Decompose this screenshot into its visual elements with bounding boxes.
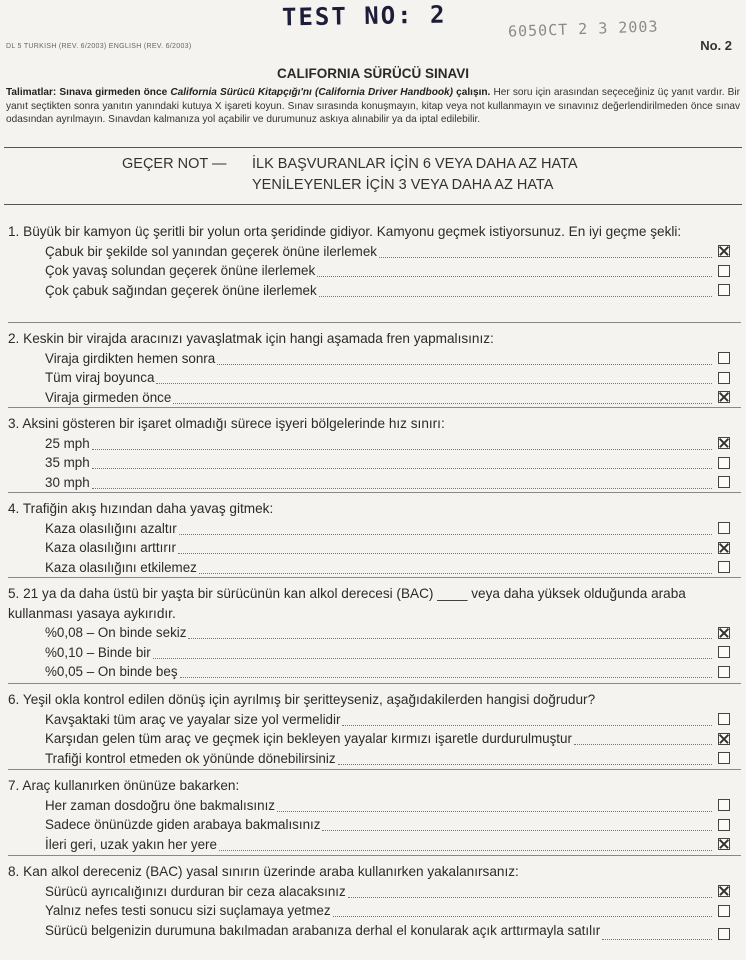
answer-text: Karşıdan gelen tüm araç ve geçmek için bekleyen yayalar kırmızı işaretle durdurulmuştur — [45, 731, 572, 747]
answer-option[interactable] — [8, 710, 730, 730]
instructions — [6, 86, 740, 127]
question-text — [8, 222, 730, 242]
handbook-title-tr: California Sürücü Kitapçığı'nı — [170, 87, 312, 98]
form-code: DL 5 TURKISH (REV. 6/2003) ENGLISH (REV. 6/2003) — [6, 43, 192, 50]
question-divider — [8, 492, 741, 493]
dot-leader — [319, 284, 712, 297]
question-stem: Yeşil okla kontrol edilen dönüş için ayrılmış bir şeritteyseniz, aşağıdakilerden hangisi doğrudur? — [22, 692, 596, 707]
answer-option[interactable] — [8, 729, 730, 749]
answer-checkbox[interactable] — [718, 457, 730, 469]
question-divider — [8, 683, 741, 684]
checked-answer-box[interactable] — [718, 437, 730, 449]
dot-leader — [602, 927, 712, 940]
answer-option[interactable] — [8, 901, 730, 921]
answer-text: Kaza olasılığını etkilemez — [45, 559, 197, 575]
answer-checkbox[interactable] — [718, 905, 730, 917]
question-number: 2. — [8, 331, 20, 346]
question-6 — [8, 690, 730, 768]
answer-checkbox[interactable] — [718, 713, 730, 725]
question-divider — [8, 322, 741, 323]
question-divider — [8, 407, 741, 408]
dot-leader — [574, 732, 712, 745]
answer-checkbox[interactable] — [718, 284, 730, 296]
answer-text: Viraja girmeden önce — [45, 389, 172, 405]
handwritten-test-number: TEST NO: 2 — [281, 0, 447, 32]
checked-answer-box[interactable] — [718, 885, 730, 897]
handbook-title-en: (California Driver Handbook) — [314, 87, 454, 98]
question-number: 7. — [8, 778, 20, 793]
dot-leader — [199, 561, 712, 574]
dot-leader — [188, 626, 712, 639]
answer-text: Viraja girdikten hemen sonra — [45, 350, 216, 366]
answer-option[interactable] — [8, 558, 730, 578]
answer-text: 35 mph — [45, 455, 90, 471]
question-text — [8, 584, 730, 623]
pass-mark-line1: İLK BAŞVURANLAR İÇİN 6 VEYA DAHA AZ HATA — [252, 156, 578, 172]
answer-checkbox[interactable] — [718, 799, 730, 811]
answer-text: %0,10 – Binde bir — [45, 644, 151, 660]
dot-leader — [342, 713, 712, 726]
dot-leader — [338, 752, 712, 765]
divider — [4, 147, 742, 148]
dot-leader — [153, 646, 712, 659]
answer-text: Kavşaktaki tüm araç ve yayalar size yol vermelidir — [45, 711, 341, 727]
answer-option[interactable] — [8, 281, 730, 301]
pass-mark — [122, 154, 578, 196]
question-5 — [8, 584, 730, 682]
question-stem: Büyük bir kamyon üç şeritli bir yolun orta şeridinde gidiyor. Kamyonu geçmek istiyorsunuz. En iyi geçme şekli: — [23, 224, 682, 239]
answer-checkbox[interactable] — [718, 476, 730, 488]
answer-checkbox[interactable] — [718, 819, 730, 831]
dot-leader — [173, 391, 712, 404]
dot-leader — [156, 371, 712, 384]
answer-checkbox[interactable] — [718, 928, 730, 940]
answer-option[interactable] — [8, 349, 730, 369]
answer-checkbox[interactable] — [718, 522, 730, 534]
question-text — [8, 690, 730, 710]
answer-text: Çok çabuk sağından geçerek önüne ilerlemek — [45, 282, 317, 298]
question-stem: Keskin bir virajda aracınızı yavaşlatmak için hangi aşamada fren yapmalısınız: — [23, 331, 494, 346]
answer-option[interactable] — [8, 796, 730, 816]
question-stem: Kan alkol dereceniz (BAC) yasal sınırın üzerinde araba kullanırken yakalanırsanız: — [23, 864, 519, 879]
answer-text: Kaza olasılığını arttırır — [45, 540, 176, 556]
answer-text: Yalnız nefes testi sonucu sizi suçlamaya yetmez — [45, 903, 331, 919]
answer-option[interactable] — [8, 388, 730, 408]
question-2 — [8, 329, 730, 407]
dot-leader — [322, 818, 712, 831]
answer-option[interactable] — [8, 815, 730, 835]
answer-checkbox[interactable] — [718, 561, 730, 573]
answer-text: 30 mph — [45, 474, 90, 490]
dot-leader — [333, 904, 712, 917]
answer-option[interactable] — [8, 519, 730, 539]
answer-checkbox[interactable] — [718, 372, 730, 384]
answer-checkbox[interactable] — [718, 265, 730, 277]
answer-text: Trafiği kontrol etmeden ok yönünde dönebilirsiniz — [45, 750, 336, 766]
question-divider — [8, 577, 741, 578]
answer-checkbox[interactable] — [718, 352, 730, 364]
answer-text: %0,05 – On binde beş — [45, 664, 178, 680]
question-divider — [8, 855, 741, 856]
dot-leader — [179, 522, 712, 535]
answer-option[interactable] — [8, 662, 730, 682]
question-stem: Aksini gösteren bir işaret olmadığı sürece işyeri bölgelerinde hız sınırı: — [22, 416, 445, 431]
question-7 — [8, 776, 730, 854]
question-text — [8, 776, 730, 796]
question-number: 4. — [8, 501, 20, 516]
question-4 — [8, 499, 730, 577]
answer-option[interactable] — [8, 368, 730, 388]
dot-leader — [92, 476, 712, 489]
question-3 — [8, 414, 730, 492]
answer-text: Her zaman dosdoğru öne bakmalısınız — [45, 797, 275, 813]
answer-option[interactable] — [8, 921, 730, 941]
answer-text: Sadece önünüzde giden arabaya bakmalısınız — [45, 817, 321, 833]
answer-text: Çok yavaş solundan geçerek önüne ilerlemek — [45, 263, 316, 279]
answer-text: Kaza olasılığını azaltır — [45, 520, 177, 536]
date-stamp: 6050CT 2 3 2003 — [507, 17, 659, 41]
answer-option[interactable] — [8, 882, 730, 902]
question-number: 5. — [8, 586, 20, 601]
pass-mark-line2: YENİLEYENLER İÇİN 3 VEYA DAHA AZ HATA — [252, 177, 554, 193]
question-stem: Araç kullanırken önünüze bakarken: — [22, 778, 240, 793]
answer-option[interactable] — [8, 473, 730, 493]
dot-leader — [317, 264, 712, 277]
answer-option[interactable] — [8, 835, 730, 855]
question-text — [8, 414, 730, 434]
divider — [4, 204, 742, 205]
answer-option[interactable] — [8, 538, 730, 558]
checked-answer-box[interactable] — [718, 838, 730, 850]
checked-answer-box[interactable] — [718, 627, 730, 639]
answer-text: Sürücü ayrıcalığınızı durduran bir ceza alacaksınız — [45, 883, 346, 899]
dot-leader — [92, 456, 712, 469]
question-number: 6. — [8, 692, 20, 707]
dot-leader — [379, 245, 712, 258]
dot-leader — [217, 352, 712, 365]
question-stem: 21 ya da daha üstü bir yaşta bir sürücünün kan alkol derecesi (BAC) ____ veya daha yüksek olduğunda araba kullanması yasaya aykırıdır. — [8, 586, 686, 621]
dot-leader — [348, 885, 712, 898]
answer-checkbox[interactable] — [718, 666, 730, 678]
question-divider — [8, 769, 741, 770]
dot-leader — [277, 799, 712, 812]
instructions-lead: Sınava girmeden önce — [59, 87, 168, 98]
checked-answer-box[interactable] — [718, 542, 730, 554]
page-title: CALIFORNIA SÜRÜCÜ SINAVI — [277, 66, 469, 81]
answer-option[interactable] — [8, 643, 730, 663]
checked-answer-box[interactable] — [718, 391, 730, 403]
question-stem: Trafiğin akış hızından daha yavaş gitmek: — [22, 501, 274, 516]
answer-text: Tüm viraj boyunca — [45, 370, 155, 386]
dot-leader — [219, 838, 712, 851]
dot-leader — [180, 665, 712, 678]
answer-option[interactable] — [8, 623, 730, 643]
answer-option[interactable] — [8, 453, 730, 473]
question-number: 1. — [8, 224, 20, 239]
dot-leader — [178, 541, 712, 554]
checked-answer-box[interactable] — [718, 245, 730, 257]
question-text — [8, 329, 730, 349]
checked-answer-box[interactable] — [718, 733, 730, 745]
answer-option[interactable] — [8, 242, 730, 262]
question-1 — [8, 222, 730, 300]
question-number: 8. — [8, 864, 20, 879]
pass-mark-label: GEÇER NOT — — [122, 156, 227, 172]
answer-option[interactable] — [8, 749, 730, 769]
dot-leader — [92, 437, 712, 450]
question-text — [8, 862, 730, 882]
answer-option[interactable] — [8, 434, 730, 454]
answer-text: İleri geri, uzak yakın her yere — [45, 836, 217, 852]
instructions-label: Talimatlar: — [6, 87, 57, 98]
answer-checkbox[interactable] — [718, 752, 730, 764]
instructions-lead-end: çalışın. — [456, 87, 491, 98]
answer-text: Çabuk bir şekilde sol yanından geçerek önüne ilerlemek — [45, 243, 377, 259]
answer-option[interactable] — [8, 261, 730, 281]
form-number: No. 2 — [700, 38, 732, 53]
answer-text: Sürücü belgenizin durumuna bakılmadan arabanıza derhal el konularak açık arttırmayla satılır — [45, 922, 601, 938]
answer-checkbox[interactable] — [718, 646, 730, 658]
question-8 — [8, 862, 730, 940]
instructions-body: Her soru için arasından seçeceğiniz üç yanıt vardır. Bir yanıt seçtikten sonra yanıtın yanındaki kutuya X işareti koyun. Sınav sırasında konuşmayın, kitap veya not kullanmayın ve sınavınız değerlendirilmeden önce sınav odasından ayrılmayın. Sınavdan kalmanıza yol açabilir ve durumunuz askıya alınabilir ya da iptal edilebilir. — [6, 87, 741, 126]
answer-text: 25 mph — [45, 435, 90, 451]
question-number: 3. — [8, 416, 20, 431]
question-text — [8, 499, 730, 519]
answer-text: %0,08 – On binde sekiz — [45, 625, 187, 640]
